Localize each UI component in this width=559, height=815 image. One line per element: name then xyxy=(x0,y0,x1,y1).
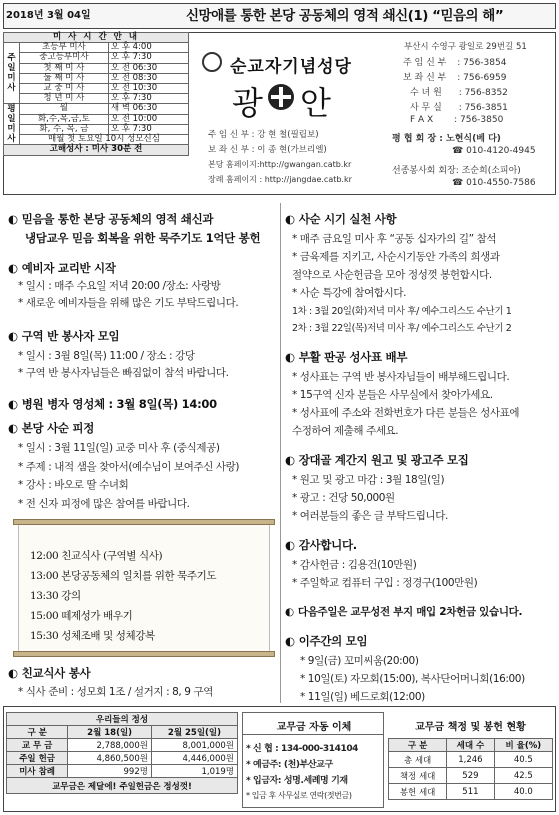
schedule-item: 13:00 본당공동체의 일치를 위한 묵주기도 xyxy=(30,570,217,582)
meeting-item: * 9일(금) 꼬미씨움(20:00) xyxy=(300,655,419,667)
church-name-big-2: 안 xyxy=(300,84,331,122)
mass-name: 초등부 미사 xyxy=(20,43,109,53)
text-line: * 사순 특강에 참여합시다. xyxy=(292,287,407,299)
pledge-header: 구 분 xyxy=(389,739,447,752)
mass-time: 오 전 10:00 xyxy=(108,114,188,124)
offering-label: 미사 참례 xyxy=(7,765,68,778)
mass-time: 오 전 08:30 xyxy=(108,73,188,83)
funeral-homepage-link[interactable]: 장례 홈페이지 : http://jangdae.catb.kr xyxy=(208,175,352,184)
contact-label: 보 좌 신 부 xyxy=(403,73,447,83)
mass-name: 매월 첫 토요일 10시 성모신심 xyxy=(20,135,189,145)
bullet-icon: ◐ xyxy=(8,261,18,275)
meeting-text: 9일(금) 꼬미씨움(20:00) xyxy=(307,655,419,667)
text-line: * 새로운 예비자들을 위해 많은 기도 부탁드립니다. xyxy=(18,297,239,309)
section-title: 친교식사 봉사 xyxy=(21,666,91,680)
main-title-2: 냉담교우 믿음 회복을 위한 묵주기도 1억단 봉헌 xyxy=(25,231,261,245)
contact-row xyxy=(410,115,503,125)
pledge-ratio: 40.5 xyxy=(494,752,552,768)
bullet-icon: ◐ xyxy=(285,634,295,648)
pastor: 주 임 신 부 : 강 현 철(필립보) xyxy=(208,130,319,140)
text-line: 2차 : 3월 22일(목)저녁 미사 후/ 예수그리스도 수난기 2 xyxy=(292,323,512,334)
pledge-count: 511 xyxy=(447,784,494,800)
section-title: 다음주일은 교무성전 부지 매입 2차헌금 있습니다. xyxy=(297,606,523,618)
main-title-text: 믿음을 통한 본당 공동체의 영적 쇄신과 xyxy=(21,212,214,226)
church-name-big-1: 광 xyxy=(232,84,263,122)
bullet-icon: ◐ xyxy=(285,538,295,552)
mass-name: 중고등부미사 xyxy=(20,53,109,63)
pledge-label: 봉헌 세대 xyxy=(389,784,447,800)
service-chair: 선종봉사회 회장: 조순희(소피아) xyxy=(392,166,521,176)
mass-time: 오 후 7:30 xyxy=(108,53,188,63)
section-lenten-retreat xyxy=(8,420,94,436)
contact-label: 수 녀 원 xyxy=(410,88,442,98)
mass-time: 새 벽 06:30 xyxy=(108,104,188,114)
section-title: 구역 반 봉사자 모임 xyxy=(21,329,120,343)
meeting-item: * 10일(토) 자모회(15:00), 복사단어머니회(16:00) xyxy=(300,673,525,685)
transfer-line: * 예금주: (천)부산교구 xyxy=(246,760,333,770)
offering-value: 8,001,000원 xyxy=(151,739,237,752)
meeting-item: * 11일(일) 베드로회(12:00) xyxy=(300,691,425,703)
bulletin-title: 신망애를 통한 본당 공동체의 영적 쇄신(1) “믿음의 해” xyxy=(186,8,504,24)
group-weekday: 평 일 미 사 xyxy=(4,104,20,145)
section-hospital-communion xyxy=(8,396,217,412)
contact-row xyxy=(403,55,506,68)
scroll-rod xyxy=(13,651,275,657)
schedule-item: 13:30 강의 xyxy=(30,590,81,602)
text-line: * 15구역 신자 분들은 사무실에서 찾아가세요. xyxy=(292,389,493,401)
column-divider xyxy=(280,203,281,703)
offering-value: 4,446,000원 xyxy=(151,752,237,765)
church-name: 순교자기념성당 xyxy=(230,57,352,77)
text-line: 1차 : 3월 20일(화)저녁 미사 후/ 예수그리스도 수난기 1 xyxy=(292,306,512,317)
offering-value: 1,019명 xyxy=(151,765,237,778)
meeting-text: 10일(토) 자모회(15:00), 복사단어머니회(16:00) xyxy=(307,673,525,685)
text-line: * 여러분들의 좋은 글 부탁드립니다. xyxy=(292,510,448,522)
text-line: * 광고 : 건당 50,000원 xyxy=(292,492,395,504)
meeting-text: 11일(일) 베드로회(12:00) xyxy=(307,691,425,703)
pledge-ratio: 42.5 xyxy=(494,768,552,784)
contact-row xyxy=(403,70,506,83)
section-title: 병원 병자 영성체 : 3월 8일(목) 14:00 xyxy=(21,397,217,411)
mass-time: 오 후 7:30 xyxy=(108,124,188,134)
bullet-icon: ◐ xyxy=(8,212,18,226)
section-title: 사순 시기 실천 사항 xyxy=(298,212,397,226)
mass-name: 교 중 미 사 xyxy=(20,83,109,93)
contact-row xyxy=(410,100,508,113)
text-line: * 주일학교 컴퓨터 구입 : 정경구(100만원) xyxy=(292,577,478,589)
scroll-rod xyxy=(13,519,275,525)
text-line: * 일시 : 3월 8일(목) 11:00 / 장소 : 강당 xyxy=(18,350,195,362)
text-line: * 매주 금요일 미사 후 “공동 십자가의 길” 참석 xyxy=(292,233,497,245)
section-meetings xyxy=(285,633,367,649)
homepage-link[interactable]: 본당 홈페이지:http://gwangan.catb.kr xyxy=(208,160,352,169)
transfer-line: * 입금 후 사무실로 연락(젓번금) xyxy=(246,791,352,800)
text-line: * 원고 및 광고 마감 : 3월 18일(일) xyxy=(292,474,445,486)
contact-value: : 756-6959 xyxy=(457,73,507,83)
offering-value: 2,788,000원 xyxy=(68,739,152,752)
pledge-header: 세대 수 xyxy=(447,739,494,752)
schedule-item: 12:00 친교식사 (구역별 식사) xyxy=(30,550,163,562)
mass-table-title: 미 사 시 간 안 내 xyxy=(4,33,189,43)
section-title: 부활 판공 성사표 배부 xyxy=(298,350,408,364)
text-line: * 일시 : 3월 11일(일) 교중 미사 후 (중식제공) xyxy=(18,442,220,454)
pledge-count: 1,246 xyxy=(447,752,494,768)
contact-row xyxy=(410,85,508,98)
contact-value: : 756-8352 xyxy=(458,88,508,98)
mass-time: 오 후 7:30 xyxy=(108,94,188,104)
mass-name: 청 년 미 사 xyxy=(20,94,109,104)
bullet-icon: ◐ xyxy=(285,350,295,364)
offering-header: 2월 18(일) xyxy=(68,726,152,739)
text-line: * 강사 : 바오로 딸 수녀회 xyxy=(18,479,129,491)
text-line: * 감사헌금 : 김용건(10만원) xyxy=(292,559,417,571)
text-line: * 주제 : 내적 샘을 찾아서(예수님이 보여주신 사랑) xyxy=(18,461,240,473)
section-title: 감사합니다. xyxy=(298,538,357,552)
issue-date: 2018년 3월 04일 xyxy=(6,10,91,21)
offering-table xyxy=(6,712,238,794)
section-lent-practice xyxy=(285,211,396,227)
section-magazine xyxy=(285,452,469,468)
text-line: * 구역 반 봉사자님들은 빠짐없이 참석 바랍니다. xyxy=(18,367,229,379)
bullet-icon: ◐ xyxy=(8,421,18,435)
text-line: 절약으로 사순헌금을 모아 정성껏 봉헌합시다. xyxy=(292,269,492,281)
transfer-divider xyxy=(242,734,384,735)
offering-label: 교 무 금 xyxy=(7,739,68,752)
contact-value: : 756-3851 xyxy=(458,103,508,113)
text-line: * 식사 준비 : 성모회 1조 / 설거지 : 8, 9 구역 xyxy=(18,686,214,698)
mass-name: 첫 째 미 사 xyxy=(20,63,109,73)
contact-label: 주 임 신 부 xyxy=(403,58,447,68)
offering-value: 4,860,500원 xyxy=(68,752,152,765)
section-title: 이주간의 모임 xyxy=(298,634,368,648)
address: 부산시 수영구 광일로 29번길 51 xyxy=(404,42,527,52)
pledge-label: 책정 세대 xyxy=(389,768,447,784)
offering-title: 우리들의 정성 xyxy=(7,713,238,726)
section-title: 예비자 교리반 시작 xyxy=(21,261,116,275)
pledge-title: 교무금 책정 및 봉헌 현황 xyxy=(415,722,526,733)
mass-schedule-table xyxy=(3,32,189,156)
text-line: * 성사표에 주소와 전화번호가 다른 분들은 성사표에 xyxy=(292,407,520,419)
council-phone: ☎ 010-4120-4945 xyxy=(452,146,536,156)
service-phone: ☎ 010-4550-7586 xyxy=(452,178,536,188)
section-thanks xyxy=(285,537,357,553)
assistant-priest: 보 좌 신 부 : 이 종 현(가브리엘) xyxy=(208,145,327,155)
transfer-line: * 신 협 : 134-000-314104 xyxy=(246,744,359,754)
mass-time: 오 전 06:30 xyxy=(108,63,188,73)
offering-header: 구 분 xyxy=(7,726,68,739)
mass-name: 둘 째 미 사 xyxy=(20,73,109,83)
text-line: * 금육제를 지키고, 사순시기동안 가족의 희생과 xyxy=(292,251,500,263)
church-logo-icon xyxy=(202,52,222,72)
section-next-sunday xyxy=(285,604,522,619)
transfer-line: * 입금자: 성명.세례명 기재 xyxy=(246,776,348,786)
bullet-icon: ◐ xyxy=(8,397,18,411)
contact-value: : 756-3854 xyxy=(457,58,507,68)
text-line: * 전 신자 피정에 많은 참여를 바랍니다. xyxy=(18,498,190,510)
text-line: * 성사표는 구역 반 봉사자님들이 배부해드립니다. xyxy=(292,371,510,383)
section-easter-confession xyxy=(285,349,407,365)
contact-value: : 756-3850 xyxy=(454,115,504,125)
section-title: 장대골 계간지 원고 및 광고주 모집 xyxy=(298,453,469,467)
pledge-header: 비 율(%) xyxy=(494,739,552,752)
section-volunteers xyxy=(8,328,119,344)
cross-emblem-icon xyxy=(268,84,294,110)
group-sunday: 주 일 미 사 xyxy=(4,43,20,104)
pledge-ratio: 40.0 xyxy=(494,784,552,800)
mass-name: 화,수,목,금,토 xyxy=(20,114,109,124)
offering-label: 주일 헌금 xyxy=(7,752,68,765)
council-chair: 평 협 회 장 : 노현식(베 다) xyxy=(392,134,501,144)
mass-time: 오 후 4:00 xyxy=(108,43,188,53)
transfer-title: 교무금 자동 이체 xyxy=(276,722,352,733)
bullet-icon: ◐ xyxy=(8,329,18,343)
offering-value: 992명 xyxy=(68,765,152,778)
contact-label: F A X xyxy=(410,115,434,125)
mass-time: 오 전 10:30 xyxy=(108,83,188,93)
schedule-item: 15:00 떼제성가 배우기 xyxy=(30,610,133,622)
section-meal-service xyxy=(8,665,90,681)
mass-name: 월 xyxy=(20,104,109,114)
main-title-1 xyxy=(8,211,213,227)
text-line: * 일시 : 매주 수요일 저녁 20:00 /장소: 사랑방 xyxy=(18,280,221,292)
bullet-icon: ◐ xyxy=(8,666,18,680)
section-title: 본당 사순 피정 xyxy=(21,421,95,435)
confession-note: 고해성사 : 미사 30분 전 xyxy=(4,145,189,155)
pledge-table xyxy=(388,738,553,800)
offering-header: 2월 25일(일) xyxy=(151,726,237,739)
bullet-icon: ◐ xyxy=(285,606,294,618)
bullet-icon: ◐ xyxy=(285,212,295,226)
offering-footer: 교무금은 제달에! 주일헌금은 정성껏! xyxy=(7,778,238,794)
section-catechumen xyxy=(8,260,116,276)
bullet-icon: ◐ xyxy=(285,453,295,467)
pledge-label: 총 세대 xyxy=(389,752,447,768)
contact-label: 사 무 실 xyxy=(410,103,442,113)
schedule-item: 15:30 성체조배 및 성체강복 xyxy=(30,630,155,642)
pledge-count: 529 xyxy=(447,768,494,784)
text-line: 수정하여 제출해 주세요. xyxy=(292,425,399,437)
mass-name: 화, 수, 목, 금 xyxy=(20,124,109,134)
